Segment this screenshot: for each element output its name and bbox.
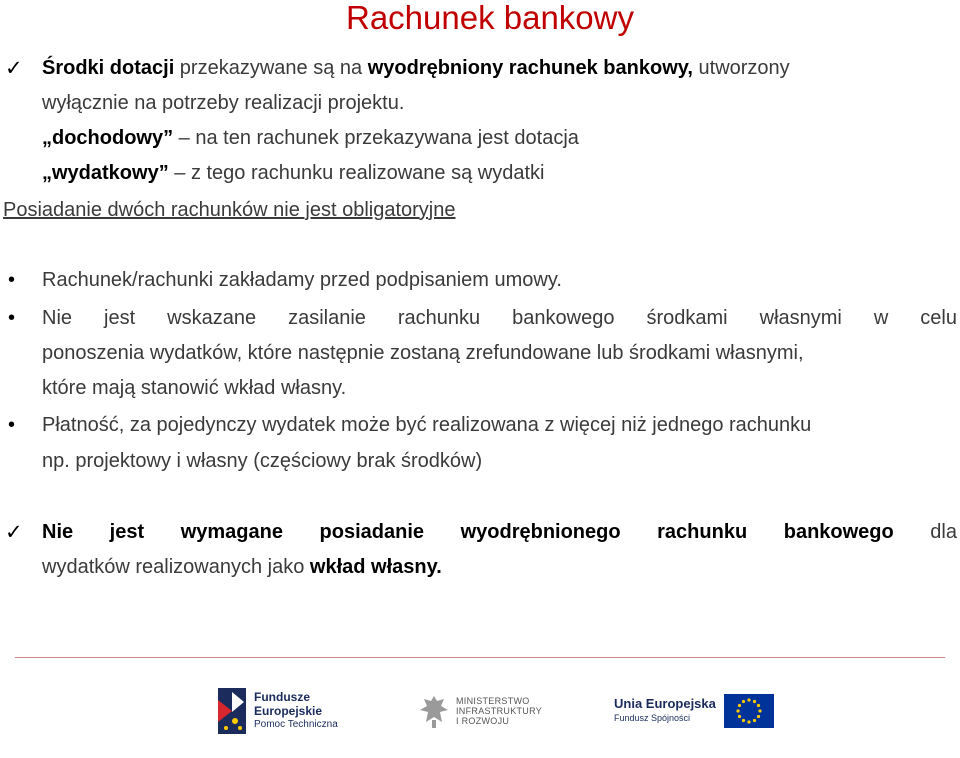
bullet-2-line1: Nie jest wskazane zasilanie rachunku bankowego środkami własnymi w celu [42, 307, 957, 329]
check-icon: ✓ [5, 56, 23, 80]
item1-line2: wyłącznie na potrzeby realizacji projektu. [42, 92, 405, 114]
bullet-1-text: Rachunek/rachunki zakładamy przed podpisaniem umowy. [42, 269, 562, 291]
bullet-2-line3: które mają stanowić wkład własny. [42, 377, 347, 399]
wydatkowy-line: „wydatkowy” – z tego rachunku realizowane są wydatki [42, 162, 545, 184]
ministerstwo-logo: MINISTERSTWO INFRASTRUKTURY I ROZWOJU [418, 692, 542, 730]
unia-europejska-logo: Unia Europejska Fundusz Spójności [614, 694, 774, 728]
item2-line2: wydatków realizowanych jako wkład własny. [42, 556, 442, 578]
eu-flag-icon [724, 694, 774, 728]
bullet-1: • [8, 269, 16, 291]
bullet-3-line2: np. projektowy i własny (częściowy brak środków) [42, 450, 483, 472]
bullet-3-line1: Płatność, za pojedynczy wydatek może być realizowana z więcej niż jednego rachunku [42, 414, 812, 436]
fe-emblem-icon [218, 688, 246, 734]
fundusze-europejskie-logo: Fundusze Europejskie Pomoc Techniczna [218, 688, 338, 734]
footer-divider [15, 657, 945, 658]
check-icon: ✓ [5, 520, 23, 544]
bullet-2-line2: ponoszenia wydatków, które następnie zostaną zrefundowane lub środkami własnymi, [42, 342, 804, 364]
bullet-2: • [8, 307, 16, 329]
item2-line1: Nie jest wymagane posiadanie wyodrębnionego rachunku bankowego dla [42, 521, 957, 543]
dochodowy-line: „dochodowy” – na ten rachunek przekazywana jest dotacja [42, 127, 579, 149]
obligatory-note: Posiadanie dwóch rachunków nie jest obligatoryjne [3, 199, 456, 221]
footer-logos [0, 670, 960, 758]
slide-title: Rachunek bankowy [345, 0, 634, 36]
item1-line1: Środki dotacji przekazywane są na wyodrębniony rachunek bankowy, utworzony [42, 57, 790, 79]
bullet-3: • [8, 414, 16, 436]
polish-eagle-icon [418, 692, 450, 730]
